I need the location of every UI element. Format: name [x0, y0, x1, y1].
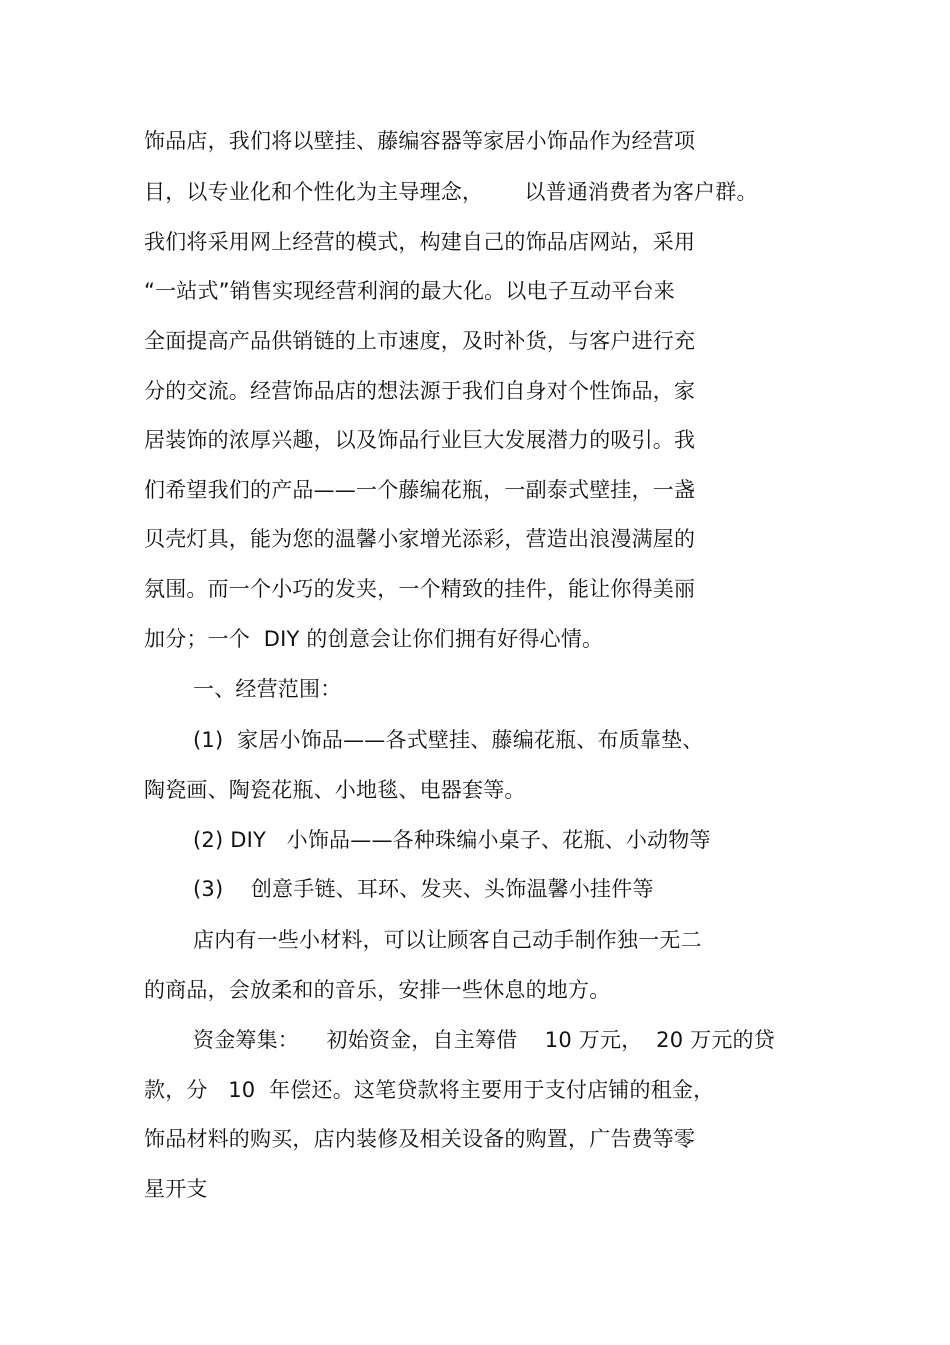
paragraph-line: “一站式”销售实现经营利润的最大化。以电子互动平台来: [144, 279, 675, 303]
paragraph-line: 全面提高产品供销链的上市速度，及时补货，与客户进行充: [144, 329, 696, 353]
paragraph-line: 的商品，会放柔和的音乐，安排一些休息的地方。: [144, 978, 611, 1002]
paragraph-line: 加分；一个 DIY 的创意会让你们拥有好得心情。: [144, 627, 604, 651]
paragraph-line: 分的交流。经营饰品店的想法源于我们自身对个性饰品，家: [144, 379, 696, 403]
list-item: (1) 家居小饰品——各式壁挂、藤编花瓶、布质靠垫、: [193, 728, 704, 752]
paragraph-line: 贝壳灯具，能为您的温馨小家增光添彩，营造出浪漫满屋的: [144, 527, 696, 551]
list-item: (2) DIY 小饰品——各种珠编小桌子、花瓶、小动物等: [193, 828, 711, 852]
list-item: (3) 创意手链、耳环、发夹、头饰温馨小挂件等: [193, 877, 654, 901]
paragraph-line: 目，以专业化和个性化为主导理念， 以普通消费者为客户群。: [144, 180, 758, 204]
paragraph-line: 星开支: [144, 1177, 208, 1201]
funding-line: 资金筹集： 初始资金，自主筹借 10 万元， 20 万元的贷: [193, 1028, 775, 1052]
paragraph-line: 氛围。而一个小巧的发夹，一个精致的挂件，能让你得美丽: [144, 577, 696, 601]
paragraph-line: 饰品材料的购买，店内装修及相关设备的购置，广告费等零: [144, 1127, 696, 1151]
paragraph-line: 居装饰的浓厚兴趣，以及饰品行业巨大发展潜力的吸引。我: [144, 428, 696, 452]
section-heading: 一、经营范围：: [193, 677, 342, 701]
paragraph-line: 我们将采用网上经营的模式，构建自己的饰品店网站，采用: [144, 230, 696, 254]
list-item-continuation: 陶瓷画、陶瓷花瓶、小地毯、电器套等。: [144, 778, 526, 802]
paragraph-line: 款，分 10 年偿还。这笔贷款将主要用于支付店铺的租金，: [144, 1078, 715, 1102]
paragraph-line: 饰品店，我们将以壁挂、藤编容器等家居小饰品作为经营项: [144, 129, 696, 153]
paragraph-line: 们希望我们的产品——一个藤编花瓶，一副泰式壁挂，一盏: [144, 478, 696, 502]
paragraph-line: 店内有一些小材料，可以让顾客自己动手制作独一无二: [193, 928, 702, 952]
